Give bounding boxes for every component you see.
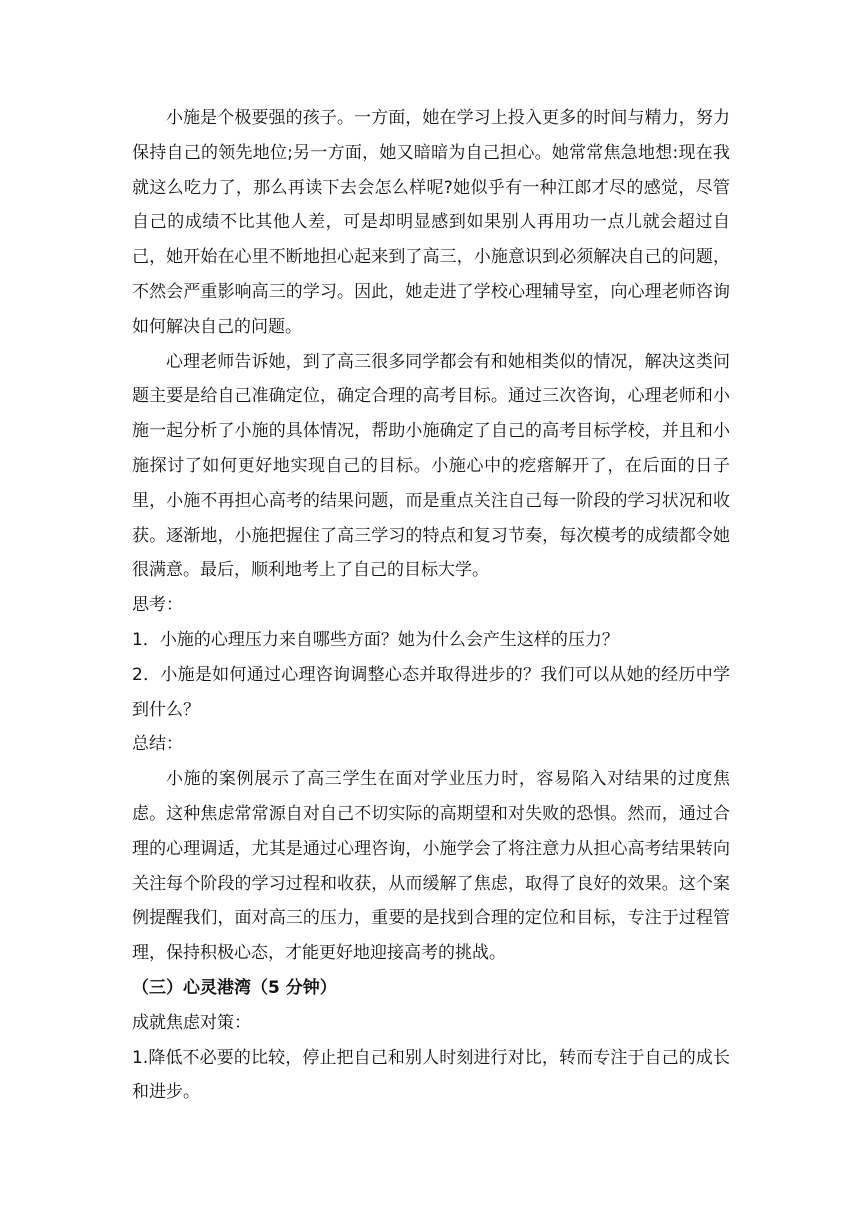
document-body	[132, 101, 730, 1110]
question-2: 2．小施是如何通过心理咨询调整心态并取得进步的？我们可以从她的经历中学到什么？	[132, 664, 730, 720]
think-label: 思考：	[132, 595, 183, 616]
summary-paragraph: 小施的案例展示了高三学生在面对学业压力时，容易陷入对结果的过度焦虑。这种焦虑常常源自对自己不切实际的高期望和对失败的恐惧。然而，通过合理的心理调适，尤其是通过心理咨询，小施学会了将注意力从担心高考结果转向关注每个阶段的学习过程和收获，从而缓解了焦虑，取得了良好的效果。这个案例提醒我们，面对高三的压力，重要的是找到合理的定位和目标，专注于过程管理，保持积极心态，才能更好地迎接高考的挑战。	[132, 769, 730, 964]
summary-label: 总结：	[132, 734, 183, 755]
question-1: 1．小施的心理压力来自哪些方面？她为什么会产生这样的压力？	[132, 629, 619, 650]
case-paragraph-2: 心理老师告诉她，到了高三很多同学都会有和她相类似的情况，解决这类问题主要是给自己准确定位，确定合理的高考目标。通过三次咨询，心理老师和小施一起分析了小施的具体情况，帮助小施确定了自己的高考目标学校，并且和小施探讨了如何更好地实现自己的目标。小施心中的疙瘩解开了，在后面的日子里，小施不再担心高考的结果问题，而是重点关注自己每一阶段的学习状况和收获。逐渐地，小施把握住了高三学习的特点和复习节奏，每次模考的成绩都令她很满意。最后，顺利地考上了自己的目标大学。	[132, 351, 730, 581]
case-paragraph-1: 小施是个极要强的孩子。一方面，她在学习上投入更多的时间与精力，努力保持自己的领先地位;另一方面，她又暗暗为自己担心。她常常焦急地想:现在我就这么吃力了，那么再读下去会怎么样呢?她似乎有一种江郎才尽的感觉，尽管自己的成绩不比其他人差，可是却明显感到如果别人再用功一点儿就会超过自己，她开始在心里不断地担心起来到了高三，小施意识到必须解决自己的问题，不然会严重影响高三的学习。因此，她走进了学校心理辅导室，向心理老师咨询如何解决自己的问题。	[132, 108, 730, 337]
section-heading: （三）心灵港湾（5 分钟）	[132, 977, 337, 998]
strategy-label: 成就焦虑对策：	[132, 1012, 251, 1033]
strategy-item-1: 1.降低不必要的比较，停止把自己和别人时刻进行对比，转而专注于自己的成长和进步。	[132, 1047, 730, 1103]
